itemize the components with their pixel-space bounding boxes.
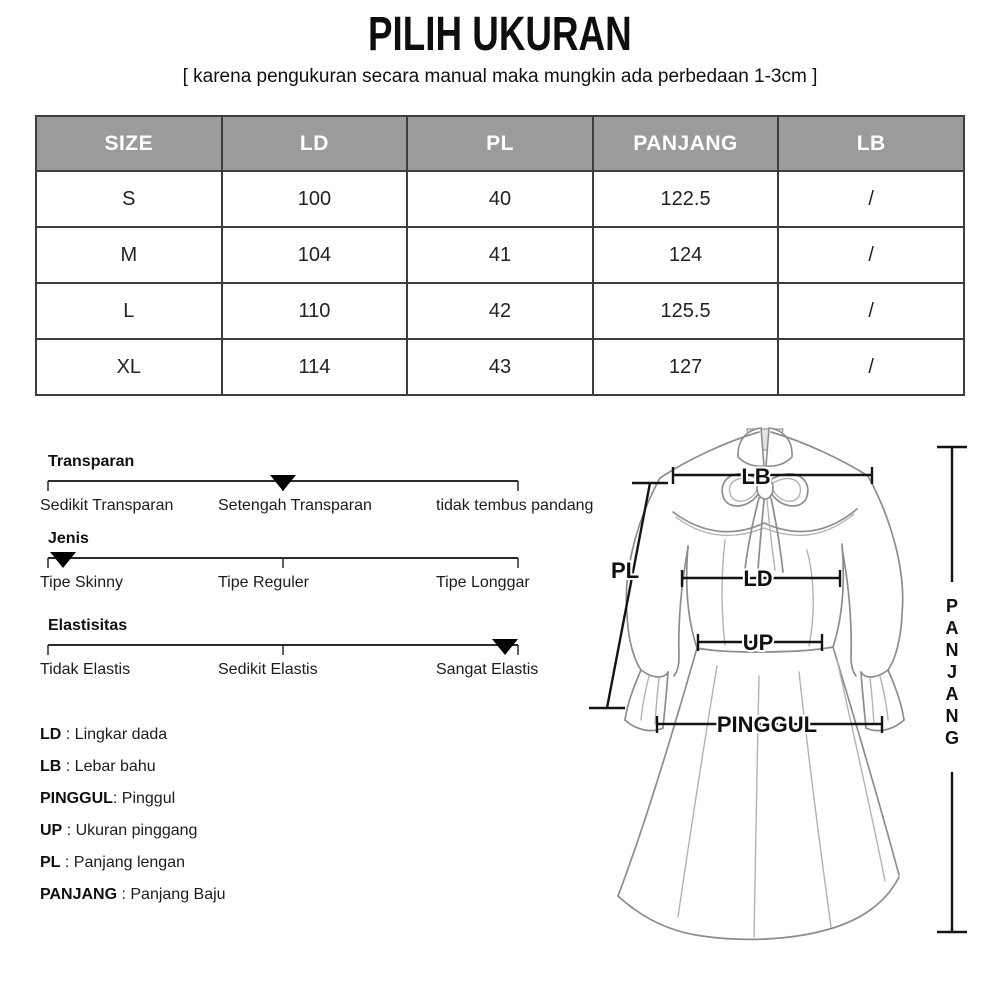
table-cell: 43 [407,339,593,395]
legend-abbr: PINGGUL [40,790,113,807]
table-row [36,339,964,395]
scale-label: Tipe Reguler [218,574,310,591]
table-cell: / [778,283,964,339]
panjang-letter: A [945,618,959,638]
scale-title: Jenis [48,530,89,547]
table-cell: 114 [222,339,408,395]
scale-label: Tipe Skinny [40,574,123,591]
table-row [36,283,964,339]
table-row [36,171,964,227]
panjang-letter: N [945,640,959,660]
table-cell: XL [36,339,222,395]
table-cell: / [778,339,964,395]
table-cell: 125.5 [593,283,779,339]
scale-line [40,643,560,657]
scale-label: Tidak Elastis [40,661,131,678]
legend-item [40,752,226,784]
scale-label: Sedikit Transparan [40,497,174,514]
legend-meaning: : Lingkar dada [61,726,168,743]
legend-item [40,720,226,752]
scale-line [40,479,560,493]
table-row [36,227,964,283]
legend-meaning: : Ukuran pinggang [62,822,198,839]
legend-abbr: PANJANG [40,886,118,903]
table-cell: 110 [222,283,408,339]
table-cell: 100 [222,171,408,227]
legend-item [40,816,226,848]
table-cell: 41 [407,227,593,283]
column-header: LD [222,116,408,171]
panjang-letter: J [946,662,958,682]
table-cell: 42 [407,283,593,339]
page-subtitle: [ karena pengukuran secara manual maka mungkin ada perbedaan 1-3cm ] [182,66,818,87]
legend-abbr: LB [40,758,62,775]
dress-diagram [575,420,1000,980]
scale-elastisitas [40,617,650,703]
scale-transparan [40,453,650,539]
dress-outline [618,428,904,939]
scale-line [40,556,560,570]
scale-marker-icon [50,552,76,568]
legend-abbr: PL [40,854,61,871]
scale-marker-icon [492,639,518,655]
page-title-text: PILIH UKURAN [368,5,632,61]
panjang-letter: N [945,706,959,726]
diagram-label-panjang [945,596,959,748]
legend-item [40,880,226,912]
table-cell: S [36,171,222,227]
legend-abbr: UP [40,822,63,839]
column-header: PL [407,116,593,171]
table-cell: / [778,227,964,283]
diagram-label-pinggul: PINGGUL [716,712,818,737]
scale-label: Tipe Longgar [436,574,530,591]
diagram-label-ld: LD [743,566,773,591]
legend-meaning: : Panjang lengan [60,854,185,871]
scale-label: Sangat Elastis [436,661,539,678]
diagram-label-pl: PL [610,558,640,583]
panjang-letter: P [945,596,959,616]
legend-meaning: : Lebar bahu [61,758,156,775]
column-header: SIZE [36,116,222,171]
table-cell: M [36,227,222,283]
legend-item [40,784,226,816]
scale-label: tidak tembus pandang [436,497,594,514]
legend-abbr: LD [40,726,62,743]
column-header: LB [778,116,964,171]
column-header: PANJANG [593,116,779,171]
legend-meaning: : Pinggul [112,790,176,807]
table-cell: 122.5 [593,171,779,227]
scale-title: Elastisitas [48,617,128,634]
scale-label: Sedikit Elastis [218,661,318,678]
table-cell: 124 [593,227,779,283]
table-cell: L [36,283,222,339]
page-title [0,6,1000,60]
legend-item [40,848,226,880]
table-cell: / [778,171,964,227]
table-header-row [36,116,964,171]
table-cell: 40 [407,171,593,227]
diagram-label-lb: LB [741,464,771,489]
legend-meaning: : Panjang Baju [117,886,226,903]
panjang-letter: G [944,728,960,748]
scale-jenis [40,530,650,616]
size-table [35,115,965,396]
scale-label: Setengah Transparan [218,497,372,514]
panjang-letter: A [945,684,959,704]
diagram-label-up: UP [742,630,774,655]
legend-list [40,720,226,912]
scale-title: Transparan [48,453,135,470]
table-cell: 104 [222,227,408,283]
scale-marker-icon [270,475,296,491]
table-cell: 127 [593,339,779,395]
